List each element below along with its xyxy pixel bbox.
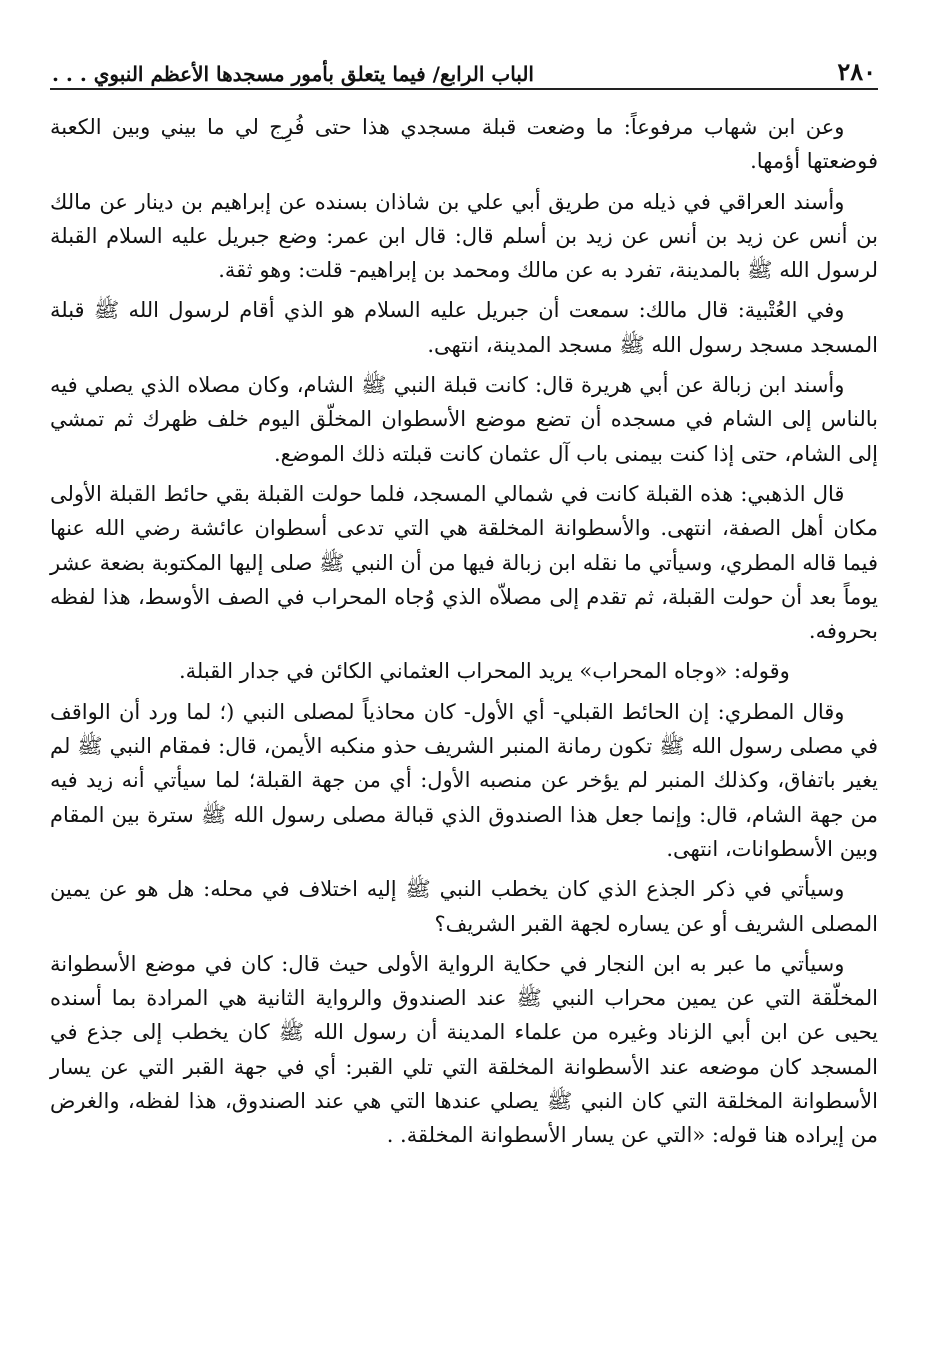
book-page xyxy=(50,50,878,1340)
paragraph: وعن ابن شهاب مرفوعاً: ما وضعت قبلة مسجدي هذا حتى فُرِج لي ما بيني وبين الكعبة فوضعتها أؤمها. xyxy=(50,115,878,174)
paragraph: وفي العُتْبية: قال مالك: سمعت أن جبريل عليه السلام هو الذي أقام لرسول الله ﷺ قبلة المسجد مسجد رسول الله ﷺ مسجد المدينة، انتهى. xyxy=(50,298,878,357)
body-text xyxy=(50,110,878,1153)
paragraph: وقال المطري: إن الحائط القبلي- أي الأول- كان محاذياً لمصلى النبي (؛ لما ورد أن الواقف في مصلى رسول الله ﷺ تكون رمانة المنبر الشريف حذو منكبه الأيمن، قال: فمقام النبي ﷺ لم يغير باتفاق، وكذلك المنبر لم يؤخر عن منصبه الأول: أي من جهة القبلة؛ لما سيأتي أنه زيد فيه من جهة الشام، قال: وإنما جعل هذا الصندوق الذي قبالة مصلى رسول الله ﷺ سترة بين المقام وبين الأسطوانات، انتهى. xyxy=(50,699,878,861)
paragraph: وأسند ابن زبالة عن أبي هريرة قال: كانت قبلة النبي ﷺ الشام، وكان مصلاه الذي يصلي فيه بالناس إلى الشام في مسجده أن تضع موضع الأسطوان المخلّق اليوم خلف ظهرك ثم تمشي إلى الشام، حتى إذا كنت بيمنى باب آل عثمان كانت قبلته ذلك الموضع. xyxy=(50,373,878,466)
paragraph: وسيأتي في ذكر الجذع الذي كان يخطب النبي ﷺ إليه اختلاف في محله: هل هو عن يمين المصلى الشريف أو عن يساره لجهة القبر الشريف؟ xyxy=(50,877,878,936)
paragraph: قال الذهبي: هذه القبلة كانت في شمالي المسجد، فلما حولت القبلة بقي حائط القبلة الأولى مكان أهل الصفة، انتهى. والأسطوانة المخلقة هي التي تدعى أسطوان عائشة رضي الله عنها فيما قاله المطري، وسيأتي ما نقله ابن زبالة فيها من أن النبي ﷺ صلى إليها المكتوبة بضعة عشر يوماً بعد أن حولت القبلة، ثم تقدم إلى مصلاّه الذي وُجاه المحراب في الصف الأوسط، هذا لفظه بحروفه. xyxy=(50,481,878,644)
running-title: الباب الرابع/ فيما يتعلق بأمور مسجدها الأعظم النبوي . . . xyxy=(52,62,534,86)
paragraph: وقوله: «وجاه المحراب» يريد المحراب العثماني الكائن في جدار القبلة. xyxy=(178,659,790,684)
paragraph: وأسند العراقي في ذيله من طريق أبي علي بن شاذان بسنده عن إبراهيم بن دينار عن مالك بن أنس عن زيد بن أنس عن زيد بن أسلم قال: قال ابن عمر: وضع جبريل عليه السلام القبلة لرسول الله ﷺ بالمدينة، تفرد به عن مالك ومحمد بن إبراهيم- قلت: وهو ثقة. xyxy=(50,189,878,283)
paragraph: وسيأتي ما عبر به ابن النجار في حكاية الرواية الأولى حيث قال: كان في موضع الأسطوانة المخلّقة التي عن يمين محراب النبي ﷺ عند الصندوق والرواية الثانية هي المرادة بما أسنده يحيى عن ابن أبي الزناد وغيره من علماء المدينة أن رسول الله ﷺ كان يخطب إلى جذع في المسجد كان موضعه عند الأسطوانة المخلقة التي تلي القبر: أي في جهة القبر التي عن يسار الأسطوانة المخلقة التي كان النبي ﷺ يصلي عندها التي هي عند الصندوق، هذا لفظه، والغرض من إيراده هنا قوله: «التي عن يسار الأسطوانة المخلقة. . xyxy=(50,951,878,1148)
page-number: ٢٨٠ xyxy=(837,57,876,86)
running-header xyxy=(50,50,878,90)
